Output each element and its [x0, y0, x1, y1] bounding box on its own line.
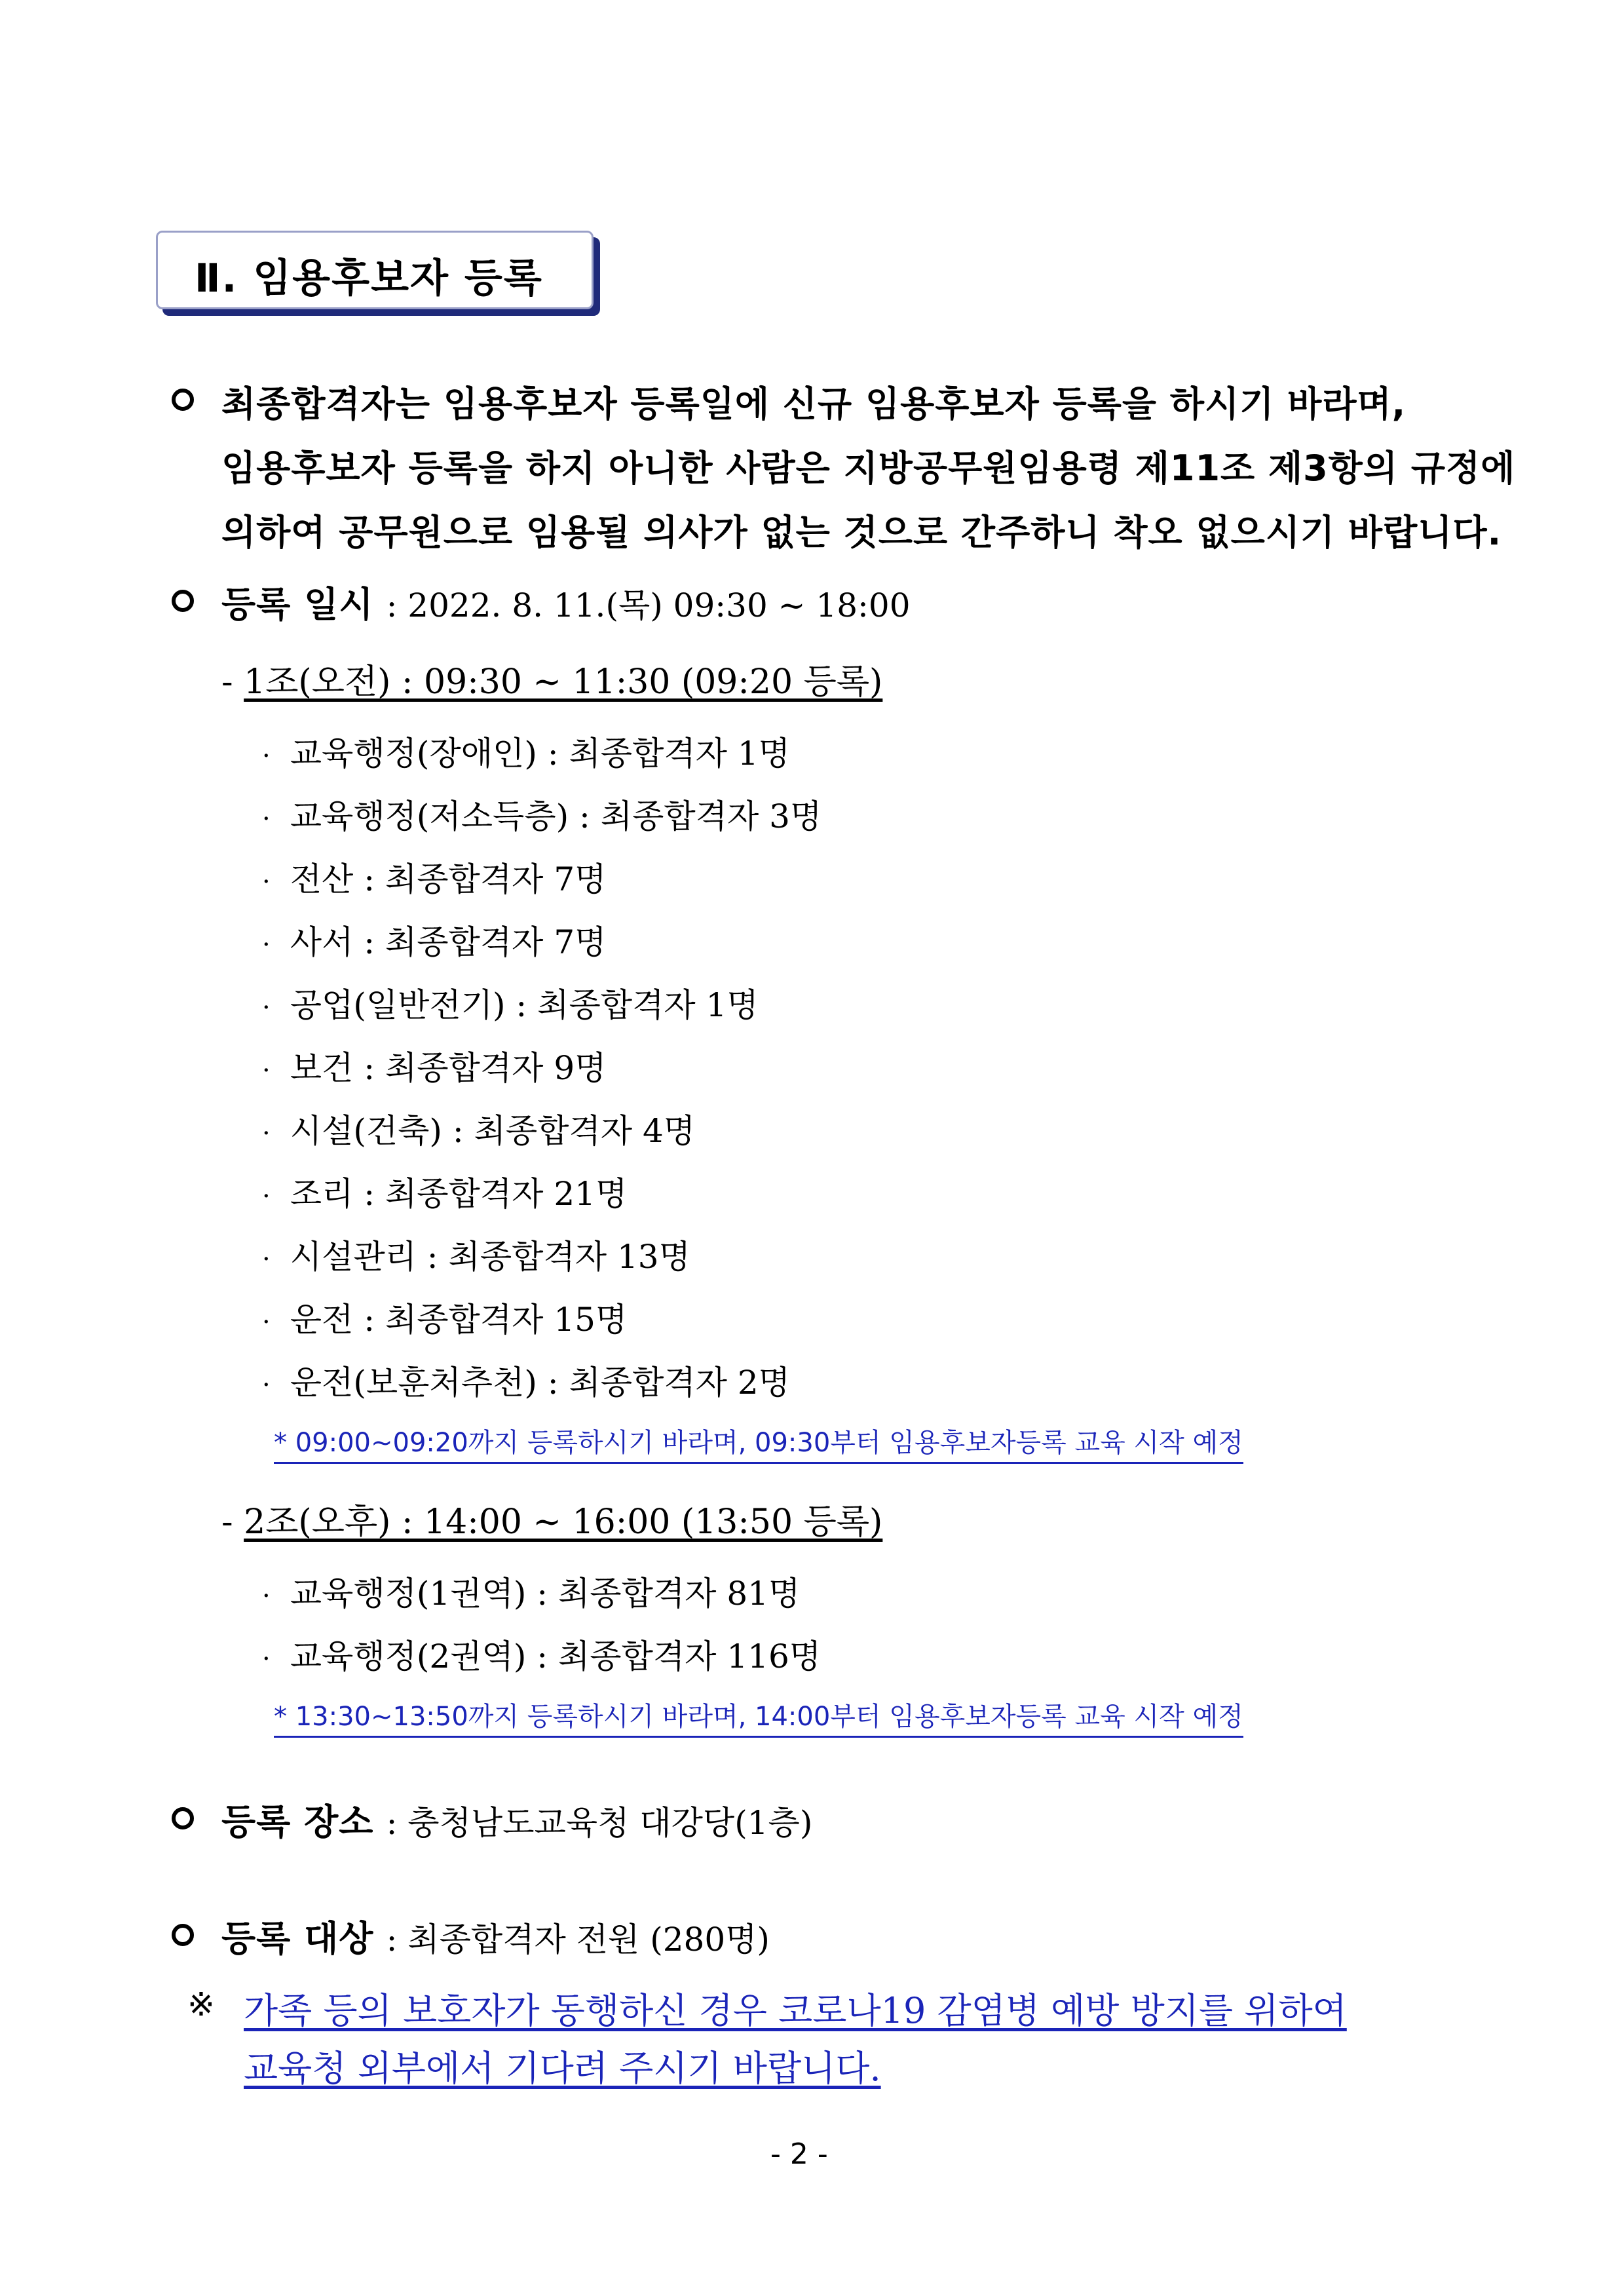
- circle-bullet-icon: [172, 1924, 194, 1946]
- intro-line-3: 의하여 공무원으로 임용될 의사가 없는 것으로 간주하니 착오 없으시기 바랍니다.: [221, 512, 1502, 553]
- group1-heading-text: 1조(오전) : 09:30 ~ 11:30 (09:20 등록): [244, 662, 883, 702]
- target-label: 등록 대상: [221, 1918, 374, 1959]
- page-number: - 2 -: [770, 2137, 828, 2171]
- section-title: Ⅱ. 임용후보자 등록: [195, 256, 543, 301]
- middle-dot-bullet: ·: [262, 1056, 271, 1086]
- schedule-label: 등록 일시: [221, 584, 374, 625]
- middle-dot-bullet: ·: [262, 804, 271, 834]
- middle-dot-bullet: ·: [262, 1644, 271, 1674]
- target-row: [221, 1911, 770, 1961]
- schedule-row: [221, 577, 911, 627]
- circle-bullet-icon: [172, 1807, 194, 1829]
- middle-dot-bullet: ·: [262, 1307, 271, 1337]
- list-item: [262, 1293, 627, 1341]
- list-item-text: 공업(일반전기) : 최종합격자 1명: [290, 986, 759, 1024]
- dash-bullet: -: [221, 662, 244, 702]
- list-item-text: 조리 : 최종합격자 21명: [290, 1175, 628, 1213]
- intro-line-1: 최종합격자는 임용후보자 등록일에 신규 임용후보자 등록을 하시기 바라며,: [221, 383, 1407, 425]
- list-item: [262, 979, 759, 1026]
- list-item-text: 전산 : 최종합격자 7명: [290, 860, 607, 898]
- place-value: : 충청남도교육청 대강당(1층): [386, 1804, 813, 1842]
- section-title-box: [156, 231, 594, 309]
- intro-line-2: 임용후보자 등록을 하지 아니한 사람은 지방공무원임용령 제11조 제3항의 규정에: [221, 448, 1516, 489]
- list-item: [262, 727, 790, 775]
- reference-mark: ※: [187, 1985, 215, 2023]
- list-item-text: 교육행정(저소득층) : 최종합격자 3명: [290, 797, 822, 835]
- middle-dot-bullet: ·: [262, 993, 271, 1023]
- list-item-text: 시설(건축) : 최종합격자 4명: [290, 1112, 696, 1150]
- middle-dot-bullet: ·: [262, 1119, 271, 1149]
- dash-bullet: -: [221, 1502, 244, 1542]
- list-item: [262, 1630, 821, 1677]
- middle-dot-bullet: ·: [262, 1181, 271, 1212]
- group2-heading-text: 2조(오후) : 14:00 ~ 16:00 (13:50 등록): [244, 1502, 883, 1542]
- warning-line-1: 가족 등의 보호자가 동행하신 경우 코로나19 감염병 예방 방지를 위하여: [244, 1990, 1347, 2031]
- list-item-text: 운전 : 최종합격자 15명: [290, 1301, 628, 1339]
- middle-dot-bullet: ·: [262, 741, 271, 771]
- group2-heading: [221, 1494, 882, 1543]
- list-item-text: 교육행정(1권역) : 최종합격자 81명: [290, 1575, 801, 1613]
- list-item: [262, 1168, 627, 1215]
- middle-dot-bullet: ·: [262, 1581, 271, 1611]
- list-item-text: 사서 : 최종합격자 7명: [290, 923, 607, 961]
- middle-dot-bullet: ·: [262, 1370, 271, 1400]
- list-item: [262, 1356, 790, 1404]
- list-item: [262, 1105, 695, 1152]
- list-item-text: 교육행정(장애인) : 최종합격자 1명: [290, 735, 790, 773]
- group1-note: * 09:00~09:20까지 등록하시기 바라며, 09:30부터 임용후보자등록 교육 시작 예정: [274, 1422, 1243, 1464]
- target-value: : 최종합격자 전원 (280명): [386, 1921, 770, 1959]
- list-item: [262, 1231, 690, 1278]
- list-item: [262, 916, 606, 963]
- warning-line-2: 교육청 외부에서 기다려 주시기 바랍니다.: [244, 2048, 881, 2089]
- circle-bullet-icon: [172, 389, 194, 411]
- list-item-text: 시설관리 : 최종합격자 13명: [290, 1238, 690, 1276]
- list-item: [262, 853, 606, 900]
- middle-dot-bullet: ·: [262, 930, 271, 960]
- group1-heading: [221, 654, 882, 703]
- list-item-text: 교육행정(2권역) : 최종합격자 116명: [290, 1637, 821, 1675]
- place-label: 등록 장소: [221, 1801, 374, 1843]
- circle-bullet-icon: [172, 590, 194, 612]
- place-row: [221, 1794, 812, 1845]
- group2-note: * 13:30~13:50까지 등록하시기 바라며, 14:00부터 임용후보자등록 교육 시작 예정: [274, 1696, 1243, 1738]
- list-item-text: 보건 : 최종합격자 9명: [290, 1049, 607, 1087]
- list-item: [262, 1567, 800, 1615]
- middle-dot-bullet: ·: [262, 1244, 271, 1274]
- list-item: [262, 790, 821, 837]
- middle-dot-bullet: ·: [262, 867, 271, 897]
- schedule-value: : 2022. 8. 11.(목) 09:30 ~ 18:00: [386, 586, 911, 624]
- list-item-text: 운전(보훈처추천) : 최종합격자 2명: [290, 1364, 790, 1402]
- list-item: [262, 1042, 606, 1089]
